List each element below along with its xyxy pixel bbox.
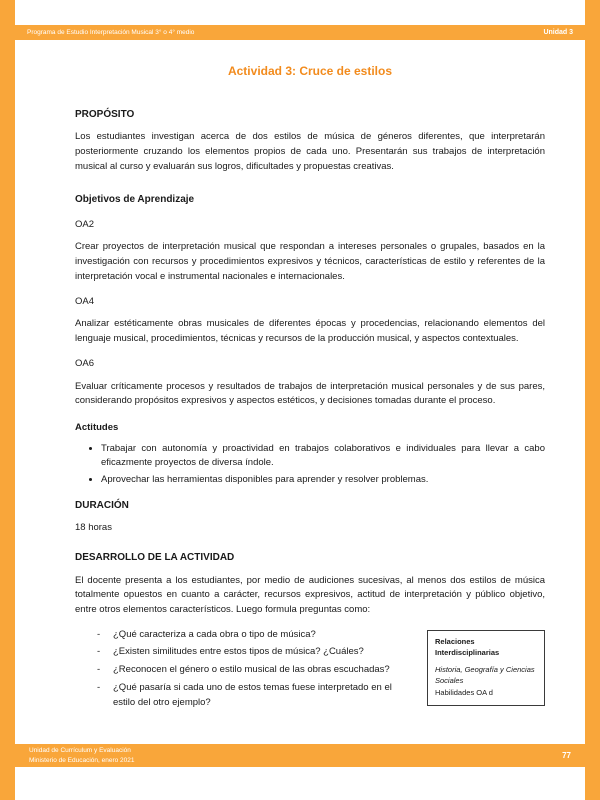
desarrollo-heading: DESARROLLO DE LA ACTIVIDAD — [75, 552, 235, 564]
dash-marker: - — [97, 628, 101, 640]
duracion-value: 18 horas — [75, 522, 112, 534]
proposito-heading: PROPÓSITO — [75, 108, 135, 120]
page-header — [15, 25, 585, 40]
oa-code: OA2 — [75, 218, 95, 230]
page-number: 77 — [562, 751, 571, 760]
actitudes-item: • Aprovechar las herramientas disponibles para aprender y resolver problemas. — [101, 473, 545, 488]
relbox-skills: Habilidades OA d — [435, 688, 493, 698]
objetivos-heading: Objetivos de Aprendizaje — [75, 194, 195, 206]
question-list — [75, 628, 413, 714]
question-item — [97, 681, 413, 710]
desarrollo-body: El docente presenta a los estudiantes, por medio de audiciones sucesivas, al menos dos estilos de música totalmente opuestos en cuanto a carácter, recursos expresivos, actitud de interpretación y público objetivo, entre otros elementos característicos. Luego formula preguntas como: — [75, 574, 545, 615]
desarrollo-questions-row — [75, 628, 545, 714]
proposito-body: Los estudiantes investigan acerca de dos estilos de música de géneros diferentes, que interpretarán posteriormente cruzando los elementos propios de cada uno. Presentarán sus trabajos de interpretación musical al curso y evaluarán sus logros, dificultades y propuestas creativas. — [75, 131, 545, 172]
relbox-subject: Historia, Geografía y Ciencias Sociales — [435, 665, 535, 686]
oa-text: Analizar estéticamente obras musicales de diferentes épocas y procedencias, relacionando elementos del lenguaje musical, procedimientos, técnicas y recursos de la producción musical, y aspectos contextuales. — [75, 318, 545, 345]
relaciones-interdisciplinarias-box — [427, 630, 545, 706]
right-accent-bar — [585, 0, 600, 800]
question-text: ¿Reconocen el género o estilo musical de las obras escuchadas? — [113, 664, 390, 676]
oa-code: OA4 — [75, 295, 95, 307]
header-unit-label: Unidad 3 — [543, 29, 573, 36]
duracion-heading: DURACIÓN — [75, 499, 129, 511]
oa-code: OA6 — [75, 357, 95, 369]
question-text: ¿Existen similitudes entre estos tipos de música? ¿Cuáles? — [113, 646, 364, 658]
header-program-title: Programa de Estudio Interpretación Musical 3° o 4° medio — [27, 29, 195, 36]
left-accent-bar — [0, 0, 15, 800]
question-item — [97, 645, 413, 660]
question-item — [97, 628, 413, 643]
footer-credits — [29, 746, 135, 766]
footer-line1: Unidad de Currículum y Evaluación — [29, 746, 131, 754]
question-item — [97, 663, 413, 678]
relbox-title: Relaciones Interdisciplinarias — [435, 636, 500, 657]
dash-marker: - — [97, 664, 101, 676]
oa-text: Crear proyectos de interpretación musical que respondan a intereses personales o grupales, basados en la investigación con recursos y procedimientos expresivos y técnicos, características de estilo y referentes de la interpretación vocal e instrumental nacionales e internacionales. — [75, 241, 545, 282]
document-content — [75, 62, 545, 713]
dash-marker: - — [97, 646, 101, 658]
activity-title: Actividad 3: Cruce de estilos — [227, 64, 393, 78]
actitudes-item: • Trabajar con autonomía y proactividad en trabajos colaborativos e individuales para llevar a cabo eficazmente proyectos de diversa índole. — [101, 442, 545, 471]
question-text: ¿Qué pasaría si cada uno de estos temas fuese interpretado en el estilo del otro ejemplo? — [113, 681, 392, 708]
dash-marker: - — [97, 681, 101, 693]
footer-line2: Ministerio de Educación, enero 2021 — [29, 756, 135, 764]
question-text: ¿Qué caracteriza a cada obra o tipo de música? — [113, 628, 316, 640]
page-footer — [15, 744, 585, 767]
oa-text: Evaluar críticamente procesos y resultados de trabajos de interpretación musical personales y de sus pares, considerando propósitos expresivos y aspectos estéticos, y decisiones tomadas durante el proceso. — [75, 380, 545, 407]
actitudes-list — [75, 442, 545, 488]
actitudes-heading: Actitudes — [75, 421, 119, 433]
